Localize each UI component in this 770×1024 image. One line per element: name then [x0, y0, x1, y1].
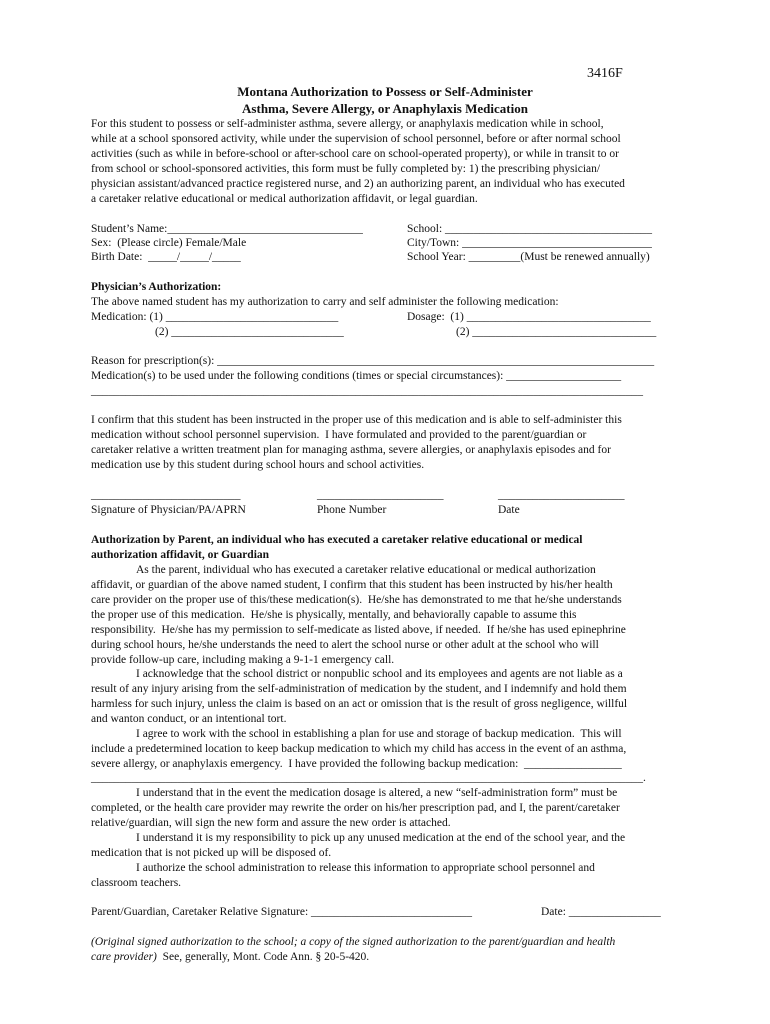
- date-label: Date: [498, 504, 520, 516]
- medication-2-field[interactable]: (2) ______________________________: [155, 326, 344, 338]
- parent-paragraph-line: provide follow-up care, including making a 9-1-1 emergency call.: [91, 654, 395, 666]
- school-field[interactable]: School: ____________________________________: [407, 223, 653, 235]
- confirm-line: I confirm that this student has been instructed in the proper use of this medication and is able to self-administer this: [91, 414, 622, 426]
- physician-signature-line[interactable]: __________________________: [91, 489, 241, 501]
- birth-date-field[interactable]: Birth Date: _____/_____/_____: [91, 251, 241, 263]
- footer-distribution-note: (Original signed authorization to the school; a copy of the signed authorization to the parent/guardian and health: [91, 936, 616, 948]
- backup-medication-continued-field[interactable]: ________________________________________________________________________________________________.: [91, 772, 646, 784]
- sex-field[interactable]: Sex: (Please circle) Female/Male: [91, 237, 247, 249]
- parent-paragraph-line: medication that is not picked up will be disposed of.: [91, 847, 332, 859]
- intro-line: from school or school-sponsored activities, this form must be fully completed by: 1) the prescribing physician/: [91, 163, 601, 175]
- parent-paragraph-line: completed, or the health care provider may rewrite the order on his/her prescription pad, and I, the parent/caretaker: [91, 802, 620, 814]
- confirm-line: medication without school personnel supervision. I have formulated and provided to the parent/guardian or: [91, 429, 587, 441]
- conditions-continued-field[interactable]: ________________________________________________________________________________________________: [91, 385, 643, 397]
- parent-paragraph-line: harmless for such injury, unless the claim is based on an act or omission that is the result of gross negligence, willful: [91, 698, 628, 710]
- parent-paragraph-line: I understand it is my responsibility to pick up any unused medication at the end of the school year, and the: [136, 832, 626, 844]
- intro-line: For this student to possess or self-administer asthma, severe allergy, or anaphylaxis medication while in school,: [91, 118, 604, 130]
- footer-citation: [91, 950, 369, 965]
- reason-field[interactable]: Reason for prescription(s): ____________________________________________________________________________: [91, 355, 655, 367]
- parent-paragraph-line: classroom teachers.: [91, 877, 182, 889]
- parent-paragraph-line: include a predetermined location to keep backup medication to which my child has access in the event of an asthma,: [91, 743, 627, 755]
- phone-number-label: Phone Number: [317, 504, 387, 516]
- school-year-field[interactable]: School Year: _________(Must be renewed annually): [407, 251, 650, 263]
- title-line-1: Montana Authorization to Possess or Self-Administer: [237, 84, 533, 99]
- intro-line: physician assistant/advanced practice registered nurse, and 2) an authorizing parent, an individual who has executed: [91, 178, 625, 190]
- physician-heading: Physician’s Authorization:: [91, 281, 222, 293]
- parent-paragraph-line: care provider on the proper use of this/these medication(s). He/she has demonstrated to me that he/she understands: [91, 594, 622, 606]
- parent-signature-field[interactable]: Parent/Guardian, Caretaker Relative Signature: ____________________________: [91, 906, 473, 918]
- dosage-1-field[interactable]: Dosage: (1) ________________________________: [407, 311, 651, 323]
- parent-heading-line-2: authorization affidavit, or Guardian: [91, 549, 270, 561]
- form-number: 3416F: [587, 66, 623, 81]
- backup-medication-field[interactable]: severe allergy, or anaphylaxis emergency. I have provided the following backup medication: _________________: [91, 758, 622, 770]
- intro-line: a caretaker relative educational or medical authorization affidavit, or legal guardian.: [91, 193, 478, 205]
- physician-statement: The above named student has my authorization to carry and self administer the following medication:: [91, 296, 559, 308]
- intro-line: while at a school sponsored activity, while under the supervision of school personnel, before or after normal school: [91, 133, 621, 145]
- parent-paragraph-line: As the parent, individual who has executed a caretaker relative educational or medical authorization: [136, 564, 596, 576]
- parent-paragraph-line: I authorize the school administration to release this information to appropriate school personnel and: [136, 862, 595, 874]
- parent-paragraph-line: result of any injury arising from the self-administration of medication by the student, and I indemnify and hold them: [91, 683, 627, 695]
- medication-1-field[interactable]: Medication: (1) ______________________________: [91, 311, 339, 323]
- city-town-field[interactable]: City/Town: _________________________________: [407, 237, 652, 249]
- code-citation: See, generally, Mont. Code Ann. § 20-5-420.: [156, 951, 370, 963]
- confirm-line: medication use by this student during school hours and school activities.: [91, 459, 425, 471]
- phone-number-line[interactable]: ______________________: [317, 489, 444, 501]
- parent-heading-line-1: Authorization by Parent, an individual who has executed a caretaker relative educational or medical: [91, 534, 583, 546]
- intro-line: activities (such as while in before-school or after-school care on school-operated property), or while in transit to or: [91, 148, 619, 160]
- student-name-field[interactable]: Student’s Name:__________________________________: [91, 223, 363, 235]
- parent-paragraph-line: relative/guardian, will sign the new form and assure the new order is attached.: [91, 817, 451, 829]
- parent-paragraph-line: responsibility. He/she has my permission to self-medicate as listed above, if needed. If he/she has used epinephrine: [91, 624, 626, 636]
- physician-signature-label: Signature of Physician/PA/APRN: [91, 504, 246, 516]
- confirm-line: caretaker relative a written treatment plan for managing asthma, severe allergies, or anaphylaxis episodes and for: [91, 444, 611, 456]
- title-line-2: Asthma, Severe Allergy, or Anaphylaxis Medication: [242, 101, 528, 116]
- physician-date-line[interactable]: ______________________: [498, 489, 625, 501]
- parent-paragraph-line: during school hours, he/she understands the need to alert the school nurse or other adult at the school who will: [91, 639, 599, 651]
- parent-date-field[interactable]: Date: ________________: [541, 906, 661, 918]
- parent-paragraph-line: affidavit, or guardian of the above named student, I confirm that this student has been instructed by his/her health: [91, 579, 613, 591]
- parent-paragraph-line: the proper use of this medication. He/she is physically, mentally, and behaviorally capable to assume this: [91, 609, 577, 621]
- parent-paragraph-line: I agree to work with the school in establishing a plan for use and storage of backup medication. This will: [136, 728, 622, 740]
- parent-paragraph-line: I acknowledge that the school district or nonpublic school and its employees and agents are not liable as a: [136, 668, 623, 680]
- dosage-2-field[interactable]: (2) ________________________________: [456, 326, 657, 338]
- footer-distribution-note-continued: care provider): [91, 951, 157, 963]
- parent-paragraph-line: I understand that in the event the medication dosage is altered, a new “self-administration form” must be: [136, 787, 618, 799]
- parent-paragraph-line: and wanton conduct, or an intentional tort.: [91, 713, 287, 725]
- conditions-field[interactable]: Medication(s) to be used under the following conditions (times or special circumstances): ____________________: [91, 370, 622, 382]
